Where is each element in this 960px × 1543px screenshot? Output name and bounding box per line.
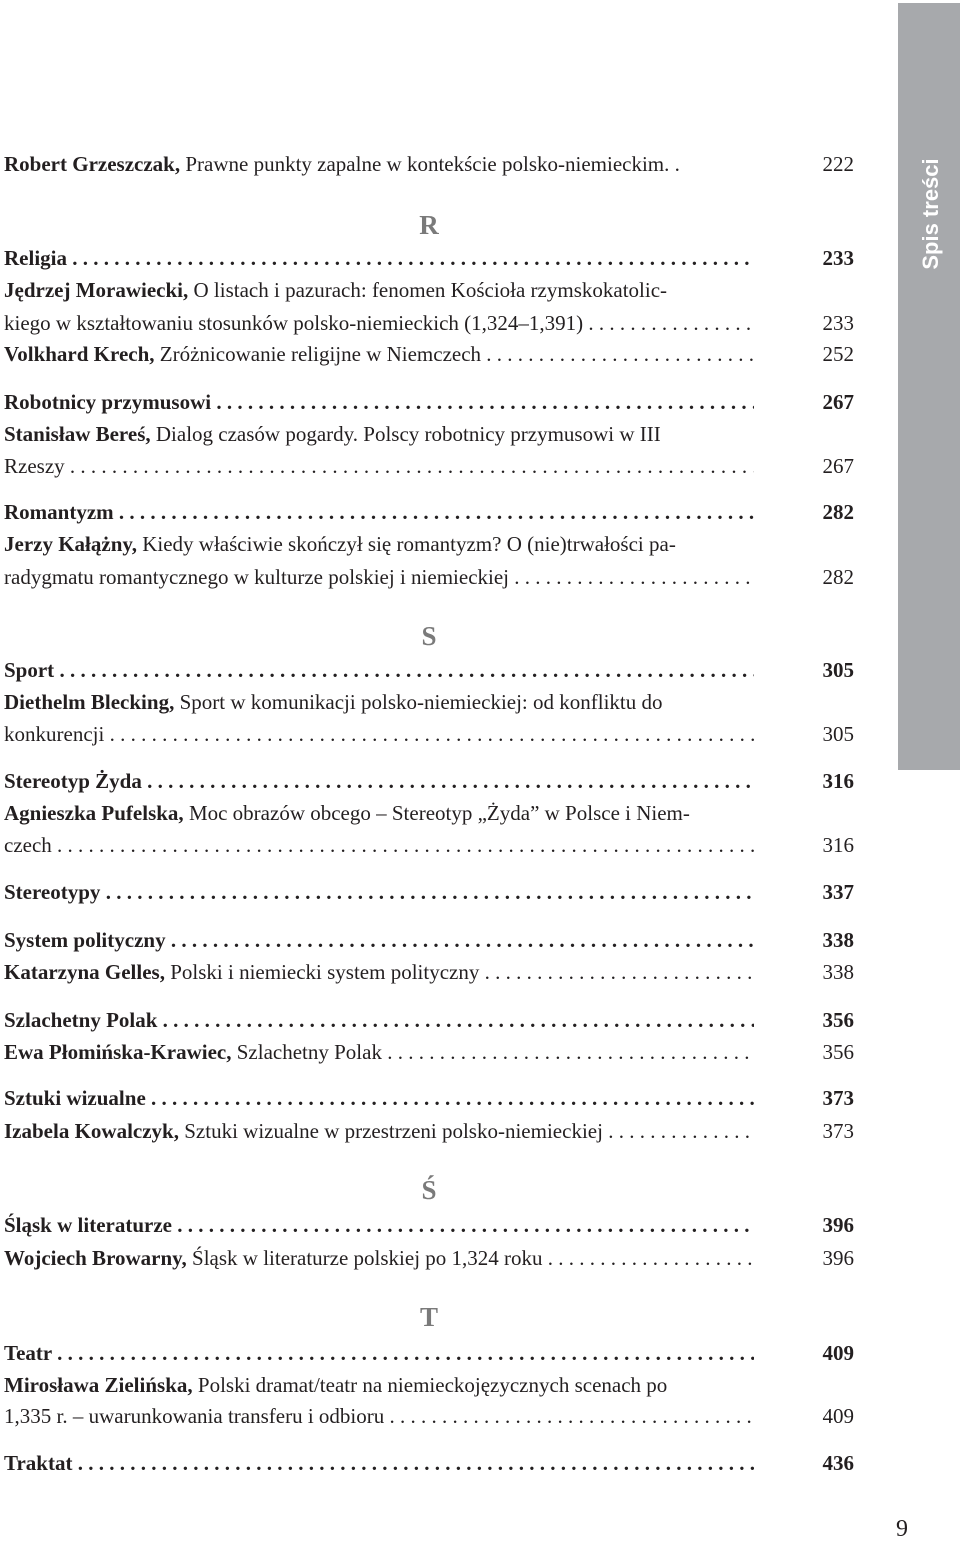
entry-title: konkurencji . . . [4, 719, 754, 749]
category-page: 282 [822, 500, 854, 524]
section-tab [898, 3, 960, 770]
category-page: 305 [822, 658, 854, 682]
section-letter: Ś [421, 1175, 437, 1205]
entry-title: Prawne punkty zapalne w kontekście polsko-niemieckim. . [180, 152, 680, 176]
toc-category[interactable] [4, 1083, 854, 1113]
section-letter: R [419, 210, 439, 240]
section-letter: T [419, 1302, 438, 1332]
entry-title: radygmatu romantycznego w kulturze polskiej i niemieckiej . . . [4, 562, 754, 592]
toc-entry-continued[interactable] [4, 1401, 854, 1431]
entry-page: 305 [822, 722, 854, 746]
entry-author: Katarzyna Gelles, [4, 960, 165, 984]
entry-page: 316 [822, 833, 854, 857]
entry-page: 356 [822, 1040, 854, 1064]
entry-page: 338 [822, 960, 854, 984]
toc-entry[interactable] [4, 1370, 854, 1400]
toc-category[interactable] [4, 766, 854, 796]
entry-page: 252 [822, 342, 854, 366]
category-name: Sport . . . [4, 655, 754, 685]
entry-title: czech . . . [4, 830, 754, 860]
table-of-contents [4, 0, 854, 1542]
entry-author: Wojciech Browarny, [4, 1246, 187, 1270]
category-name: Sztuki wizualne . . . [4, 1083, 754, 1113]
page-number: 9 [896, 1516, 908, 1542]
entry-title: Szlachetny Polak [231, 1040, 382, 1064]
toc-category[interactable] [4, 925, 854, 955]
category-page: 267 [822, 390, 854, 414]
entry-title: Moc obrazów obcego – Stereotyp „Żyda” w Polsce i Niem- [183, 801, 690, 825]
toc-category[interactable] [4, 1210, 854, 1240]
toc-entry[interactable] [4, 687, 854, 717]
entry-title: Dialog czasów pogardy. Polscy robotnicy przymusowi w III [150, 422, 661, 446]
entry-author: Jerzy Kałążny, [4, 532, 137, 556]
toc-entry[interactable] [4, 957, 854, 987]
category-page: 436 [822, 1451, 854, 1475]
entry-page: 267 [822, 454, 854, 478]
toc-entry-continued[interactable] [4, 562, 854, 592]
entry-author: Mirosława Zielińska, [4, 1373, 193, 1397]
toc-category[interactable] [4, 243, 854, 273]
entry-title: Sztuki wizualne w przestrzeni polsko-niemieckiej [178, 1119, 603, 1143]
toc-category[interactable] [4, 387, 854, 417]
entry-author: Diethelm Blecking, [4, 690, 175, 714]
entry-author: Robert Grzeszczak, [4, 152, 181, 176]
entry-page: 396 [822, 1246, 854, 1270]
entry-title: 1,335 r. – uwarunkowania transferu i odbioru . . . [4, 1401, 754, 1431]
category-name: Traktat . . . [4, 1448, 754, 1478]
toc-category[interactable] [4, 877, 854, 907]
entry-page: 222 [822, 152, 854, 176]
toc-entry-continued[interactable] [4, 830, 854, 860]
category-page: 396 [822, 1213, 854, 1237]
toc-entry-continued[interactable] [4, 719, 854, 749]
toc-category[interactable] [4, 1448, 854, 1478]
entry-page: 373 [822, 1119, 854, 1143]
category-name: Śląsk w literaturze . . . [4, 1210, 754, 1240]
toc-entry[interactable] [4, 149, 854, 179]
toc-category[interactable] [4, 497, 854, 527]
toc-entry-continued[interactable] [4, 308, 854, 338]
entry-title: Polski i niemiecki system polityczny [164, 960, 480, 984]
toc-entry[interactable] [4, 529, 854, 559]
category-page: 356 [822, 1008, 854, 1032]
toc-entry[interactable] [4, 339, 854, 369]
section-letter: S [421, 621, 437, 651]
section-tab-label: Spis treści [918, 158, 943, 270]
entry-page: 409 [822, 1404, 854, 1428]
category-name: Romantyzm . . . [4, 497, 754, 527]
category-page: 233 [822, 246, 854, 270]
toc-category[interactable] [4, 655, 854, 685]
entry-page: 233 [822, 311, 854, 335]
entry-author: Volkhard Krech, [4, 342, 155, 366]
entry-title: Śląsk w literaturze polskiej po 1,324 roku [186, 1246, 543, 1270]
entry-author: Ewa Płomińska-Krawiec, [4, 1040, 232, 1064]
toc-entry[interactable] [4, 419, 854, 449]
category-name: Szlachetny Polak . . . [4, 1005, 754, 1035]
entry-author: Izabela Kowalczyk, [4, 1119, 179, 1143]
category-name: Robotnicy przymusowi . . . [4, 387, 754, 417]
category-name: System polityczny . . . [4, 925, 754, 955]
entry-title: Zróżnicowanie religijne w Niemczech [154, 342, 482, 366]
toc-entry-continued[interactable] [4, 451, 854, 481]
category-page: 337 [822, 880, 854, 904]
toc-category[interactable] [4, 1005, 854, 1035]
category-page: 338 [822, 928, 854, 952]
category-name: Teatr . . . [4, 1338, 754, 1368]
entry-title: Sport w komunikacji polsko-niemieckiej: od konfliktu do [174, 690, 663, 714]
category-name: Stereotyp Żyda . . . [4, 766, 754, 796]
entry-title: kiego w kształtowaniu stosunków polsko-niemieckich (1,324–1,391) . . . [4, 308, 754, 338]
entry-author: Stanisław Bereś, [4, 422, 151, 446]
toc-entry[interactable] [4, 1243, 854, 1273]
entry-title: O listach i pazurach: fenomen Kościoła rzymskokatolic- [188, 278, 668, 302]
toc-entry[interactable] [4, 1116, 854, 1146]
category-page: 316 [822, 769, 854, 793]
toc-entry[interactable] [4, 1037, 854, 1067]
entry-page: 282 [822, 565, 854, 589]
entry-title: Kiedy właściwie skończył się romantyzm? O (nie)trwałości pa- [136, 532, 676, 556]
toc-category[interactable] [4, 1338, 854, 1368]
entry-author: Agnieszka Pufelska, [4, 801, 184, 825]
category-name: Religia . . . [4, 243, 754, 273]
category-page: 373 [822, 1086, 854, 1110]
entry-author: Jędrzej Morawiecki, [4, 278, 189, 302]
toc-entry[interactable] [4, 275, 854, 305]
category-page: 409 [822, 1341, 854, 1365]
entry-title: Polski dramat/teatr na niemieckojęzycznych scenach po [192, 1373, 668, 1397]
entry-title: Rzeszy . . . [4, 451, 754, 481]
toc-entry[interactable] [4, 798, 854, 828]
category-name: Stereotypy . . . [4, 877, 754, 907]
